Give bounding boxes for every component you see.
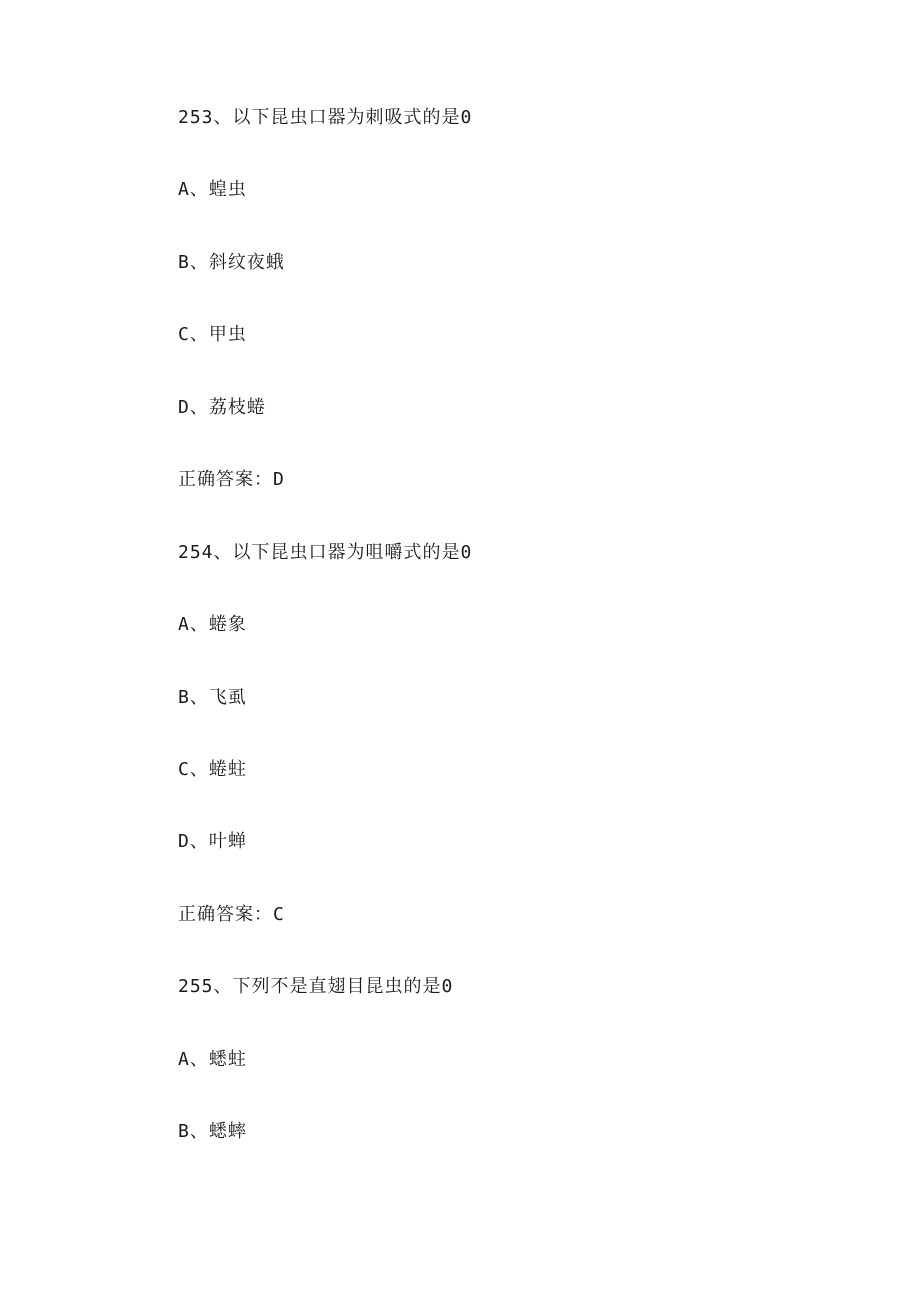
- question-255-stem: 255、下列不是直翅目昆虫的是0: [178, 976, 454, 997]
- question-253-answer: 正确答案：D: [178, 469, 285, 490]
- question-253-option-a: A、蝗虫: [178, 179, 247, 200]
- question-255-option-a: A、蟋蛀: [178, 1049, 247, 1070]
- question-254-option-a: A、蜷象: [178, 614, 247, 635]
- question-253-option-b: B、斜纹夜蛾: [178, 252, 285, 273]
- question-254-option-c: C、蜷蛀: [178, 759, 247, 780]
- question-253-option-c: C、甲虫: [178, 324, 247, 345]
- question-254-option-b: B、飞虱: [178, 687, 247, 708]
- question-253-stem: 253、以下昆虫口器为刺吸式的是0: [178, 107, 473, 128]
- question-255-option-b: B、蟋蟀: [178, 1121, 247, 1142]
- question-254-option-d: D、叶蝉: [178, 831, 247, 852]
- question-254-stem: 254、以下昆虫口器为咀嚼式的是0: [178, 542, 473, 563]
- question-254-answer: 正确答案：C: [178, 904, 285, 925]
- question-253-option-d: D、荔枝蜷: [178, 397, 266, 418]
